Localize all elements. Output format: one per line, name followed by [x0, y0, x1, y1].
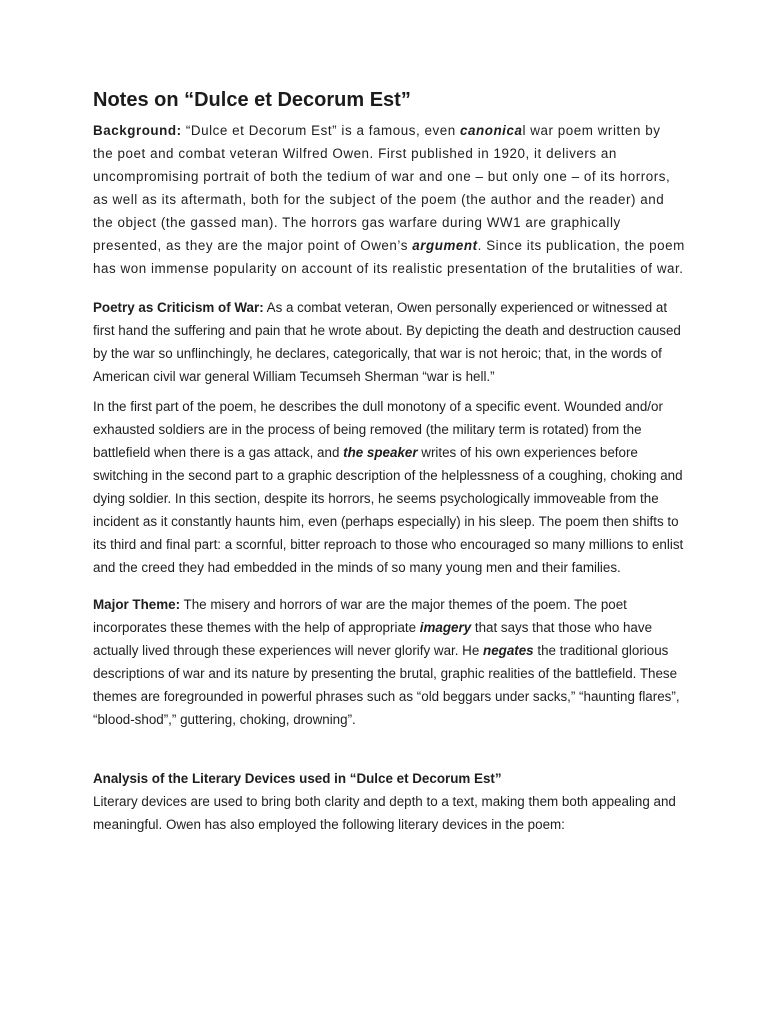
background-emphasis-canonical: canonica — [460, 123, 523, 138]
theme-label: Major Theme: — [93, 597, 181, 612]
theme-text-3: the traditional glorious descriptions of war and its nature by presenting the brutal, graphic realities of the battlefield. These themes are foregrounded in powerful phrases such as “old beggars under sacks,” “haunting flares”, “blood-shod”,” guttering, choking, drowning”. — [93, 643, 680, 727]
background-paragraph — [93, 119, 685, 280]
theme-emphasis-imagery: imagery — [419, 620, 472, 635]
document-title: Notes on “Dulce et Decorum Est” — [93, 89, 411, 111]
criticism-label: Poetry as Criticism of War: — [93, 300, 264, 315]
background-emphasis-argument: argument — [412, 238, 478, 253]
background-text-3: . Since its publication, the poem has won immense popularity on account of its realistic presentation of the brutalities of war. — [93, 238, 685, 276]
parts-emphasis-speaker: the speaker — [343, 445, 418, 460]
criticism-text: As a combat veteran, Owen personally experienced or witnessed at first hand the suffering and pain that he wrote about. By depicting the death and destruction caused by the war so unflinchingly, he declares, categorically, that war is not heroic; that, in the words of American civil war general William Tecumseh Sherman “war is hell.” — [93, 300, 681, 384]
parts-text-2: writes of his own experiences before switching in the second part to a graphic description of the helplessness of a coughing, choking and dying soldier. In this section, despite its horrors, he seems psychologically immoveable from the incident as it constantly haunts him, even (perhaps especially) in his sleep. The poem then shifts to its third and final part: a scornful, bitter reproach to those who encouraged so many millions to enlist and the creed they had embedded in the minds of so many young men and their families. — [93, 445, 684, 575]
document-page — [93, 86, 685, 836]
theme-paragraph — [93, 593, 685, 731]
theme-text-1: The misery and horrors of war are the major themes of the poem. The poet incorporates these themes with the help of appropriate — [93, 597, 627, 635]
criticism-paragraph — [93, 296, 685, 388]
parts-paragraph — [93, 395, 685, 579]
background-label: Background: — [93, 123, 182, 138]
theme-emphasis-negates: negates — [483, 643, 534, 658]
theme-text-2: that says that those who have actually lived through these experiences will never glorify war. He — [93, 620, 653, 658]
background-text-1: “Dulce et Decorum Est” is a famous, even — [181, 123, 460, 138]
background-text-2: l war poem written by the poet and combat veteran Wilfred Owen. First published in 1920, it delivers an uncompromising portrait of both the tedium of war and one – but only one – of its horrors, as well as its aftermath, both for the subject of the poem (the author and the reader) and the object (the gassed man). The horrors gas warfare during WW1 are graphically presented, as they are the major point of Owen’s — [93, 123, 671, 253]
analysis-paragraph: Literary devices are used to bring both clarity and depth to a text, making them both appealing and meaningful. Owen has also employed the following literary devices in the poem: — [93, 794, 676, 832]
parts-text-1: In the first part of the poem, he describes the dull monotony of a specific event. Wounded and/or exhausted soldiers are in the process of being removed (the military term is rotated) from the battlefield when there is a gas attack, and — [93, 399, 663, 460]
analysis-heading: Analysis of the Literary Devices used in “Dulce et Decorum Est” — [93, 771, 502, 786]
